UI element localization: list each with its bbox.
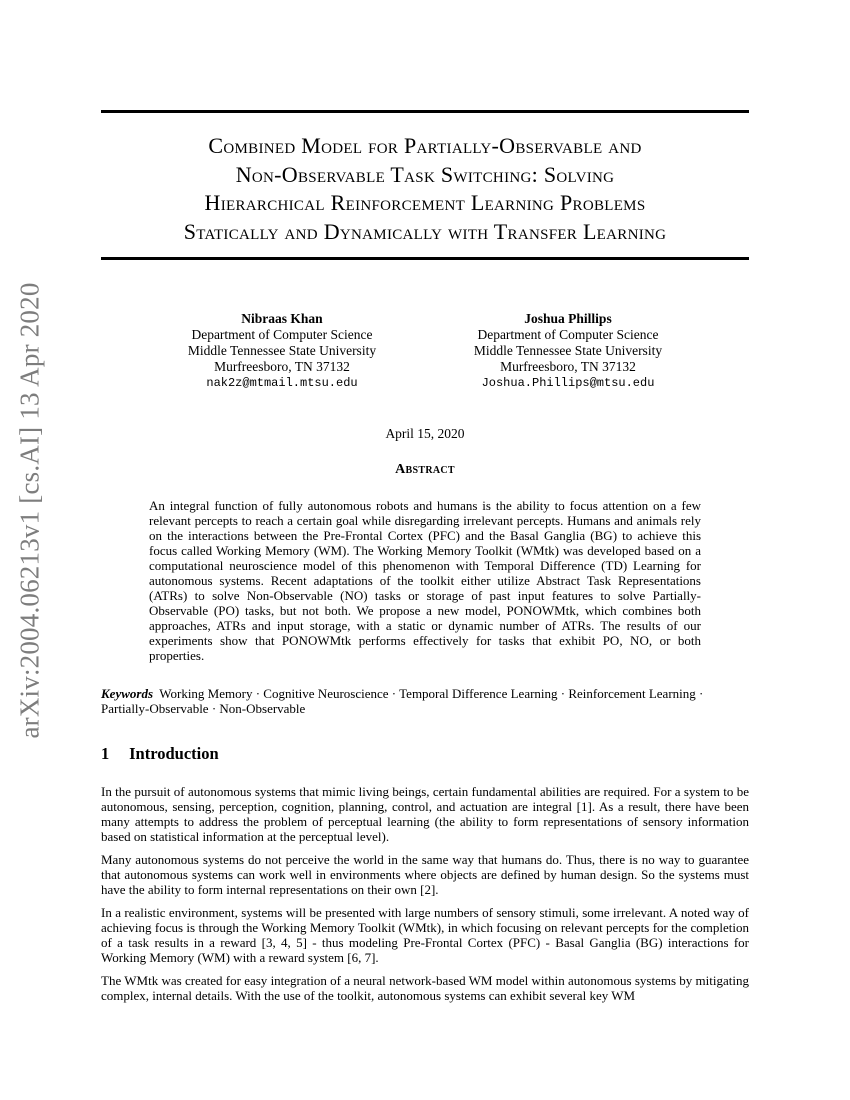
title-line: Combined Model for Partially-Observable and [208,133,642,158]
intro-paragraph: In the pursuit of autonomous systems that mimic living beings, certain fundamental abilities are required. For a system to be autonomous, sensing, perception, cognition, planning, control, and actuation are integral [1]. As a result, there have been many attempts to address the problem of perceptual learning (the ability to form representations of sensory information based on statistical information at the perceptual level). [101,784,749,844]
title-line: Non-Observable Task Switching: Solving [235,161,615,187]
section-heading-introduction [101,744,749,764]
paper-title [101,132,749,246]
keywords-line [101,686,749,716]
keywords-label: Keywords [101,686,153,701]
abstract-text: An integral function of fully autonomous robots and humans is the ability to focus attention on a few relevant percepts to reach a certain goal while disregarding irrelevant percepts. Humans and animals rely on the interactions between the Pre-Frontal Cortex (PFC) and the Basal Ganglia (BG) to achieve this focus called Working Memory (WM). The Working Memory Toolkit (WMtk) was developed based on a computational neuroscience model of this phenomenon with Temporal Difference (TD) Learning for autonomous systems. Recent adaptations of the toolkit either utilize Abstract Task Representations (ATRs) to solve Non-Observable (NO) tasks or storage of past input features to solve Partially-Observable (PO) tasks, but not both. We propose a new model, PONOWMtk, which combines both approaches, ATRs and input storage, with a static or dynamic number of ATRs. The results of our experiments show that PONOWMtk performs effectively for tasks that exhibit PO, NO, or both properties. [149,498,701,663]
abstract-heading: Abstract [395,462,455,477]
author-name: Joshua Phillips [524,311,612,326]
author-location: Murfreesboro, TN 37132 [500,359,636,374]
author-block-2 [438,311,698,391]
keywords-list: Working Memory · Cognitive Neuroscience · Temporal Difference Learning · Reinforcement Learning · Partially-Observable · Non-Observable [101,686,704,716]
author-location: Murfreesboro, TN 37132 [214,359,350,374]
title-rule-bottom [101,257,749,260]
author-department: Department of Computer Science [191,327,373,342]
author-name: Nibraas Khan [241,311,323,326]
arxiv-identifier-stamp [12,270,48,750]
publication-date: April 15, 2020 [385,426,465,441]
title-line: Statically and Dynamically with Transfer Learning [183,218,667,244]
author-email[interactable]: nak2z@mtmail.mtsu.edu [206,376,358,390]
author-email[interactable]: Joshua.Phillips@mtsu.edu [481,376,655,390]
title-line: Hierarchical Reinforcement Learning Problems [204,190,646,215]
author-block-1 [152,311,412,391]
author-university: Middle Tennessee State University [187,343,377,358]
title-rule-top [101,110,749,113]
author-university: Middle Tennessee State University [473,343,663,358]
section-title: Introduction [129,744,219,763]
section-number: 1 [101,744,110,763]
intro-paragraph: The WMtk was created for easy integration of a neural network-based WM model within autonomous systems by mitigating complex, internal details. With the use of the toolkit, autonomous systems can exhibit several key WM [101,973,749,1003]
author-department: Department of Computer Science [477,327,659,342]
intro-paragraph: Many autonomous systems do not perceive the world in the same way that humans do. Thus, there is no way to guarantee that autonomous systems can work well in environments where objects are defined by human design. So the systems must have the ability to form internal representations on their own [2]. [101,852,749,897]
intro-paragraph: In a realistic environment, systems will be presented with large numbers of sensory stimuli, some irrelevant. A noted way of achieving focus is through the Working Memory Toolkit (WMtk), in which focusing on relevant percepts for the completion of a task results in a reward [3, 4, 5] - thus modeling Pre-Frontal Cortex (PFC) - Basal Ganglia (BG) interactions for Working Memory (WM) with a reward system [6, 7]. [101,905,749,965]
arxiv-identifier-text: arXiv:2004.06213v1 [cs.AI] 13 Apr 2020 [14,281,45,739]
